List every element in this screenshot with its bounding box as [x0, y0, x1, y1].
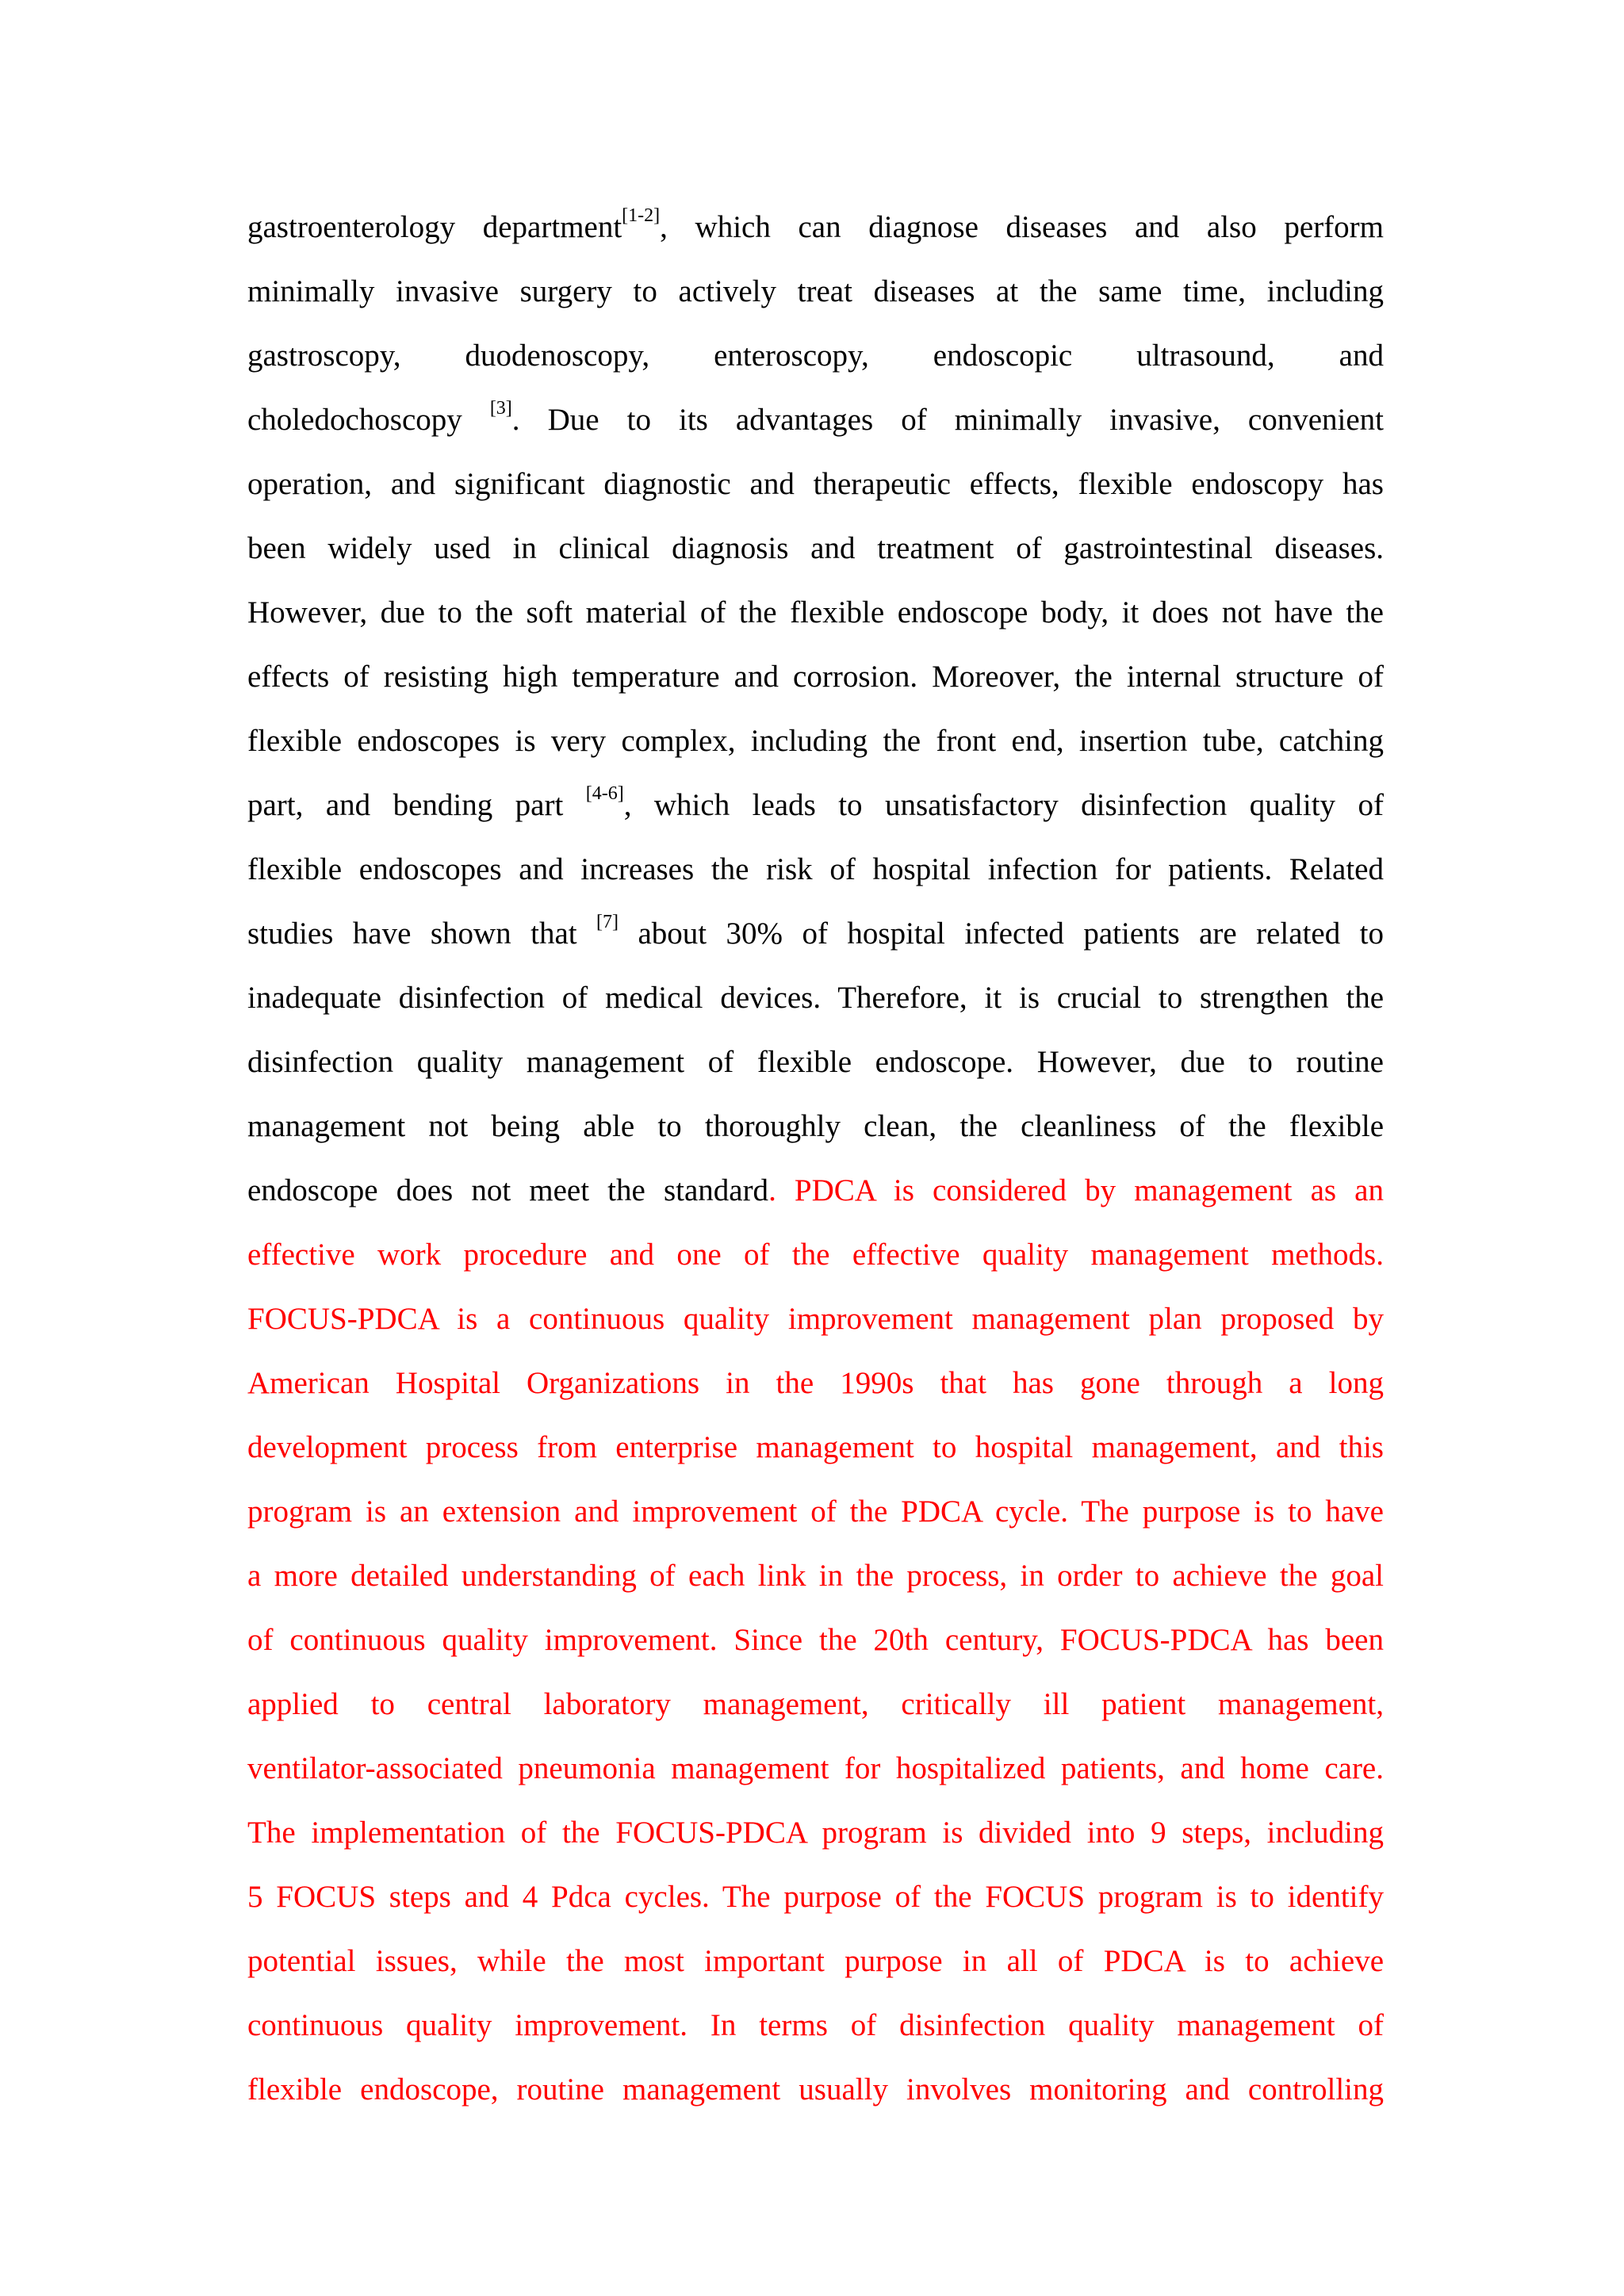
text-line [247, 773, 1384, 837]
text-segment: effective work procedure and one of the effective quality management methods. [247, 1238, 1384, 1272]
text-segment: flexible endoscopes is very complex, including the front end, insertion tube, catching [247, 724, 1384, 758]
text-line [247, 1865, 1384, 1929]
text-segment: American Hospital Organizations in the 1990s that has gone through a long [247, 1366, 1384, 1400]
text-line [247, 1223, 1384, 1287]
text-segment: flexible endoscopes and increases the risk of hospital infection for patients. Related [247, 852, 1384, 886]
text-segment: However, due to the soft material of the flexible endoscope body, it does not have the [247, 595, 1384, 629]
citation-ref: [3] [489, 398, 512, 419]
body-text [247, 195, 1384, 2122]
text-line [247, 323, 1384, 388]
text-segment: effects of resisting high temperature and corrosion. Moreover, the internal structure of [247, 660, 1384, 694]
text-segment: . Due to its advantages of minimally invasive, convenient [511, 403, 1384, 437]
text-line [247, 1736, 1384, 1800]
text-segment: applied to central laboratory management, critically ill patient management, [247, 1687, 1384, 1721]
text-segment: flexible endoscope, routine management usually involves monitoring and controlling [247, 2072, 1384, 2107]
text-segment: a more detailed understanding of each link in the process, in order to achieve the goal [247, 1559, 1384, 1593]
citation-ref: [7] [596, 912, 619, 932]
text-line [247, 388, 1384, 452]
text-segment: , which can diagnose diseases and also perform [660, 210, 1384, 244]
text-line [247, 1544, 1384, 1608]
text-line [247, 1800, 1384, 1865]
text-segment: continuous quality improvement. In terms of disinfection quality management of [247, 2008, 1384, 2042]
text-segment: inadequate disinfection of medical devices. Therefore, it is crucial to strengthen the [247, 981, 1384, 1015]
text-segment: part, and bending part [247, 788, 586, 822]
text-segment: gastroscopy, duodenoscopy, enteroscopy, endoscopic ultrasound, and [247, 339, 1384, 373]
text-segment: about 30% of hospital infected patients are related to [619, 916, 1384, 951]
text-line [247, 259, 1384, 323]
text-segment: of continuous quality improvement. Since the 20th century, FOCUS-PDCA has been [247, 1623, 1384, 1657]
text-segment: development process from enterprise management to hospital management, and this [247, 1430, 1384, 1464]
text-line [247, 195, 1384, 259]
text-line [247, 1351, 1384, 1415]
text-segment: 5 FOCUS steps and 4 Pdca cycles. The purpose of the FOCUS program is to identify [247, 1880, 1384, 1914]
text-segment: ventilator-associated pneumonia management for hospitalized patients, and home care. [247, 1751, 1384, 1785]
text-segment: studies have shown that [247, 916, 597, 951]
text-line [247, 1672, 1384, 1736]
text-line [247, 1479, 1384, 1544]
citation-ref: [4-6] [585, 783, 624, 804]
text-segment: been widely used in clinical diagnosis and treatment of gastrointestinal diseases. [247, 531, 1384, 565]
text-segment: , which leads to unsatisfactory disinfection quality of [623, 788, 1384, 822]
citation-ref: [1-2] [622, 205, 661, 226]
text-segment: potential issues, while the most important purpose in all of PDCA is to achieve [247, 1944, 1384, 1978]
text-segment: minimally invasive surgery to actively treat diseases at the same time, including [247, 274, 1384, 308]
text-segment: choledochoscopy [247, 403, 490, 437]
text-segment: program is an extension and improvement of the PDCA cycle. The purpose is to have [247, 1494, 1384, 1529]
text-line [247, 709, 1384, 773]
text-segment: The implementation of the FOCUS-PDCA program is divided into 9 steps, including [247, 1816, 1384, 1850]
text-line [247, 2057, 1384, 2122]
text-line [247, 580, 1384, 645]
text-segment: FOCUS-PDCA is a continuous quality improvement management plan proposed by [247, 1302, 1384, 1336]
text-line [247, 1030, 1384, 1094]
text-segment: management not being able to thoroughly clean, the cleanliness of the flexible [247, 1109, 1384, 1143]
text-line [247, 966, 1384, 1030]
text-line [247, 1993, 1384, 2057]
text-segment: disinfection quality management of flexible endoscope. However, due to routine [247, 1045, 1384, 1079]
text-line [247, 452, 1384, 516]
text-segment: endoscope does not meet the standard [247, 1173, 769, 1207]
text-line [247, 516, 1384, 580]
text-line [247, 1608, 1384, 1672]
text-segment: gastroenterology department [247, 210, 622, 244]
text-line [247, 1929, 1384, 1993]
text-line [247, 1094, 1384, 1158]
text-line [247, 901, 1384, 966]
text-line [247, 1287, 1384, 1351]
text-segment: operation, and significant diagnostic and therapeutic effects, flexible endoscopy has [247, 467, 1384, 501]
text-line [247, 645, 1384, 709]
text-line [247, 1158, 1384, 1223]
text-line [247, 1415, 1384, 1479]
text-line [247, 837, 1384, 901]
text-segment: . PDCA is considered by management as an [768, 1173, 1384, 1207]
